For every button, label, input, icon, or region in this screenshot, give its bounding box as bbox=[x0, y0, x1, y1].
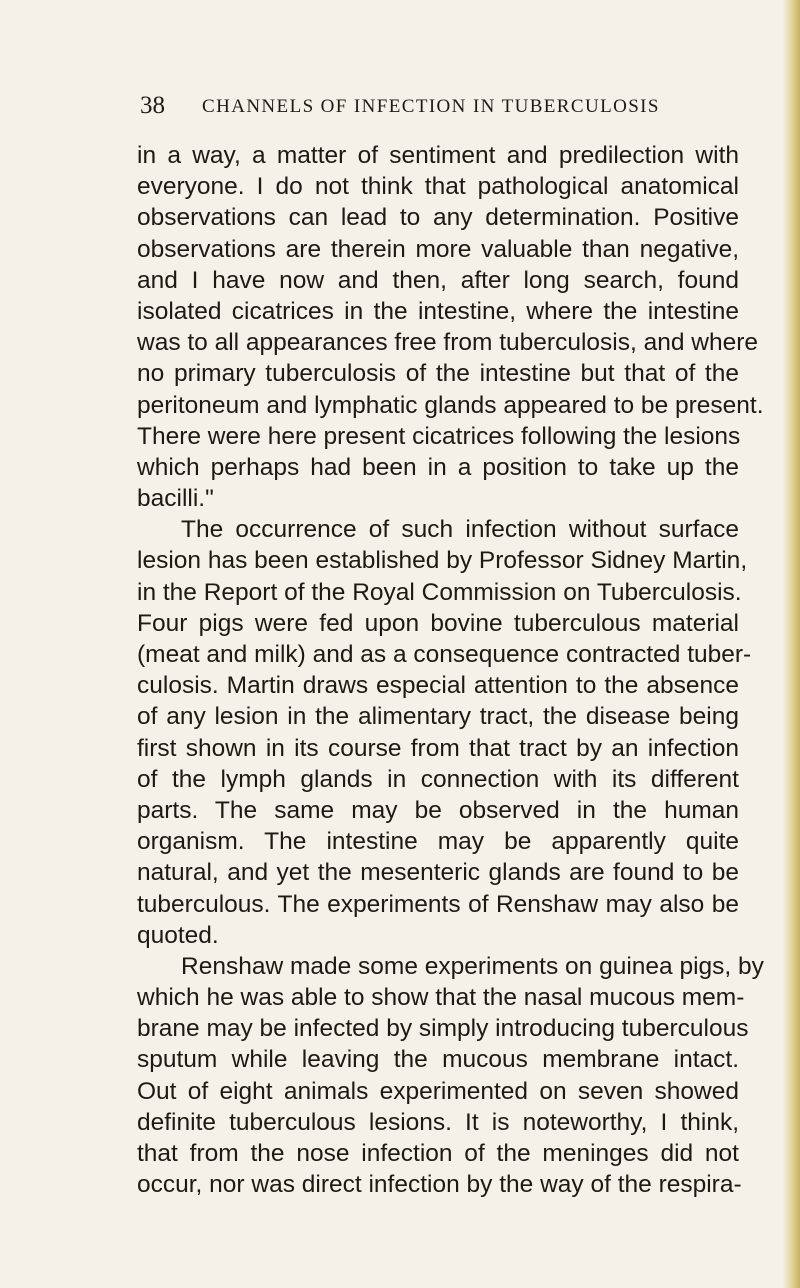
text-line: of any lesion in the alimentary tract, the disease being bbox=[137, 703, 739, 731]
text-line: observations can lead to any determination. Positive bbox=[137, 204, 739, 232]
text-line: and I have now and then, after long search, found bbox=[137, 266, 739, 294]
text-line: quoted. bbox=[137, 921, 219, 949]
text-line: Renshaw made some experiments on guinea pigs, by bbox=[181, 952, 764, 980]
page-number: 38 bbox=[140, 92, 165, 119]
text-line: that from the nose infection of the meninges did not bbox=[137, 1140, 739, 1167]
text-line: no primary tuberculosis of the intestine but that of the bbox=[137, 360, 739, 388]
body-text bbox=[137, 140, 764, 1200]
text-line: of the lymph glands in connection with its different bbox=[137, 765, 739, 793]
text-line: sputum while leaving the mucous membrane intact. bbox=[137, 1046, 739, 1074]
text-line: Out of eight animals experimented on seven showed bbox=[137, 1077, 739, 1105]
text-line: in the Report of the Royal Commission on Tuberculosis. bbox=[137, 578, 742, 606]
text-line: was to all appearances free from tuberculosis, and where bbox=[137, 329, 758, 357]
text-line: observations are therein more valuable than negative, bbox=[137, 235, 739, 263]
text-line: everyone. I do not think that pathological anatomical bbox=[137, 173, 739, 201]
running-header bbox=[140, 92, 680, 126]
text-line: brane may be infected by simply introducing tuberculous bbox=[137, 1015, 749, 1043]
text-line: isolated cicatrices in the intestine, where the intestine bbox=[137, 297, 739, 325]
page-edge-shadow bbox=[782, 0, 800, 1288]
text-line: definite tuberculous lesions. It is noteworthy, I think, bbox=[137, 1108, 739, 1136]
text-line: organism. The intestine may be apparently quite bbox=[137, 828, 739, 856]
text-line: Four pigs were fed upon bovine tuberculous material bbox=[137, 609, 739, 637]
text-line: culosis. Martin draws especial attention to the absence bbox=[137, 672, 739, 700]
text-line: lesion has been established by Professor Sidney Martin, bbox=[137, 547, 748, 575]
text-line: natural, and yet the mesenteric glands are found to be bbox=[137, 859, 739, 887]
text-line: (meat and milk) and as a consequence contracted tuber- bbox=[137, 641, 752, 668]
text-line: in a way, a matter of sentiment and predilection with bbox=[137, 142, 739, 169]
text-line: bacilli." bbox=[137, 485, 214, 513]
text-line: which he was able to show that the nasal mucous mem- bbox=[137, 984, 745, 1012]
text-line: which perhaps had been in a position to take up the bbox=[137, 453, 739, 481]
text-line: The occurrence of such infection without surface bbox=[181, 516, 739, 544]
text-line: tuberculous. The experiments of Renshaw may also be bbox=[137, 890, 739, 918]
text-line: occur, nor was direct infection by the way of the respira- bbox=[137, 1171, 742, 1199]
text-line: peritoneum and lymphatic glands appeared to be present. bbox=[137, 391, 764, 419]
running-title: CHANNELS OF INFECTION IN TUBERCULOSIS bbox=[202, 96, 660, 117]
text-line: parts. The same may be observed in the human bbox=[137, 796, 739, 824]
text-line: There were here present cicatrices following the lesions bbox=[137, 422, 741, 450]
text-line: first shown in its course from that tract by an infection bbox=[137, 734, 739, 762]
